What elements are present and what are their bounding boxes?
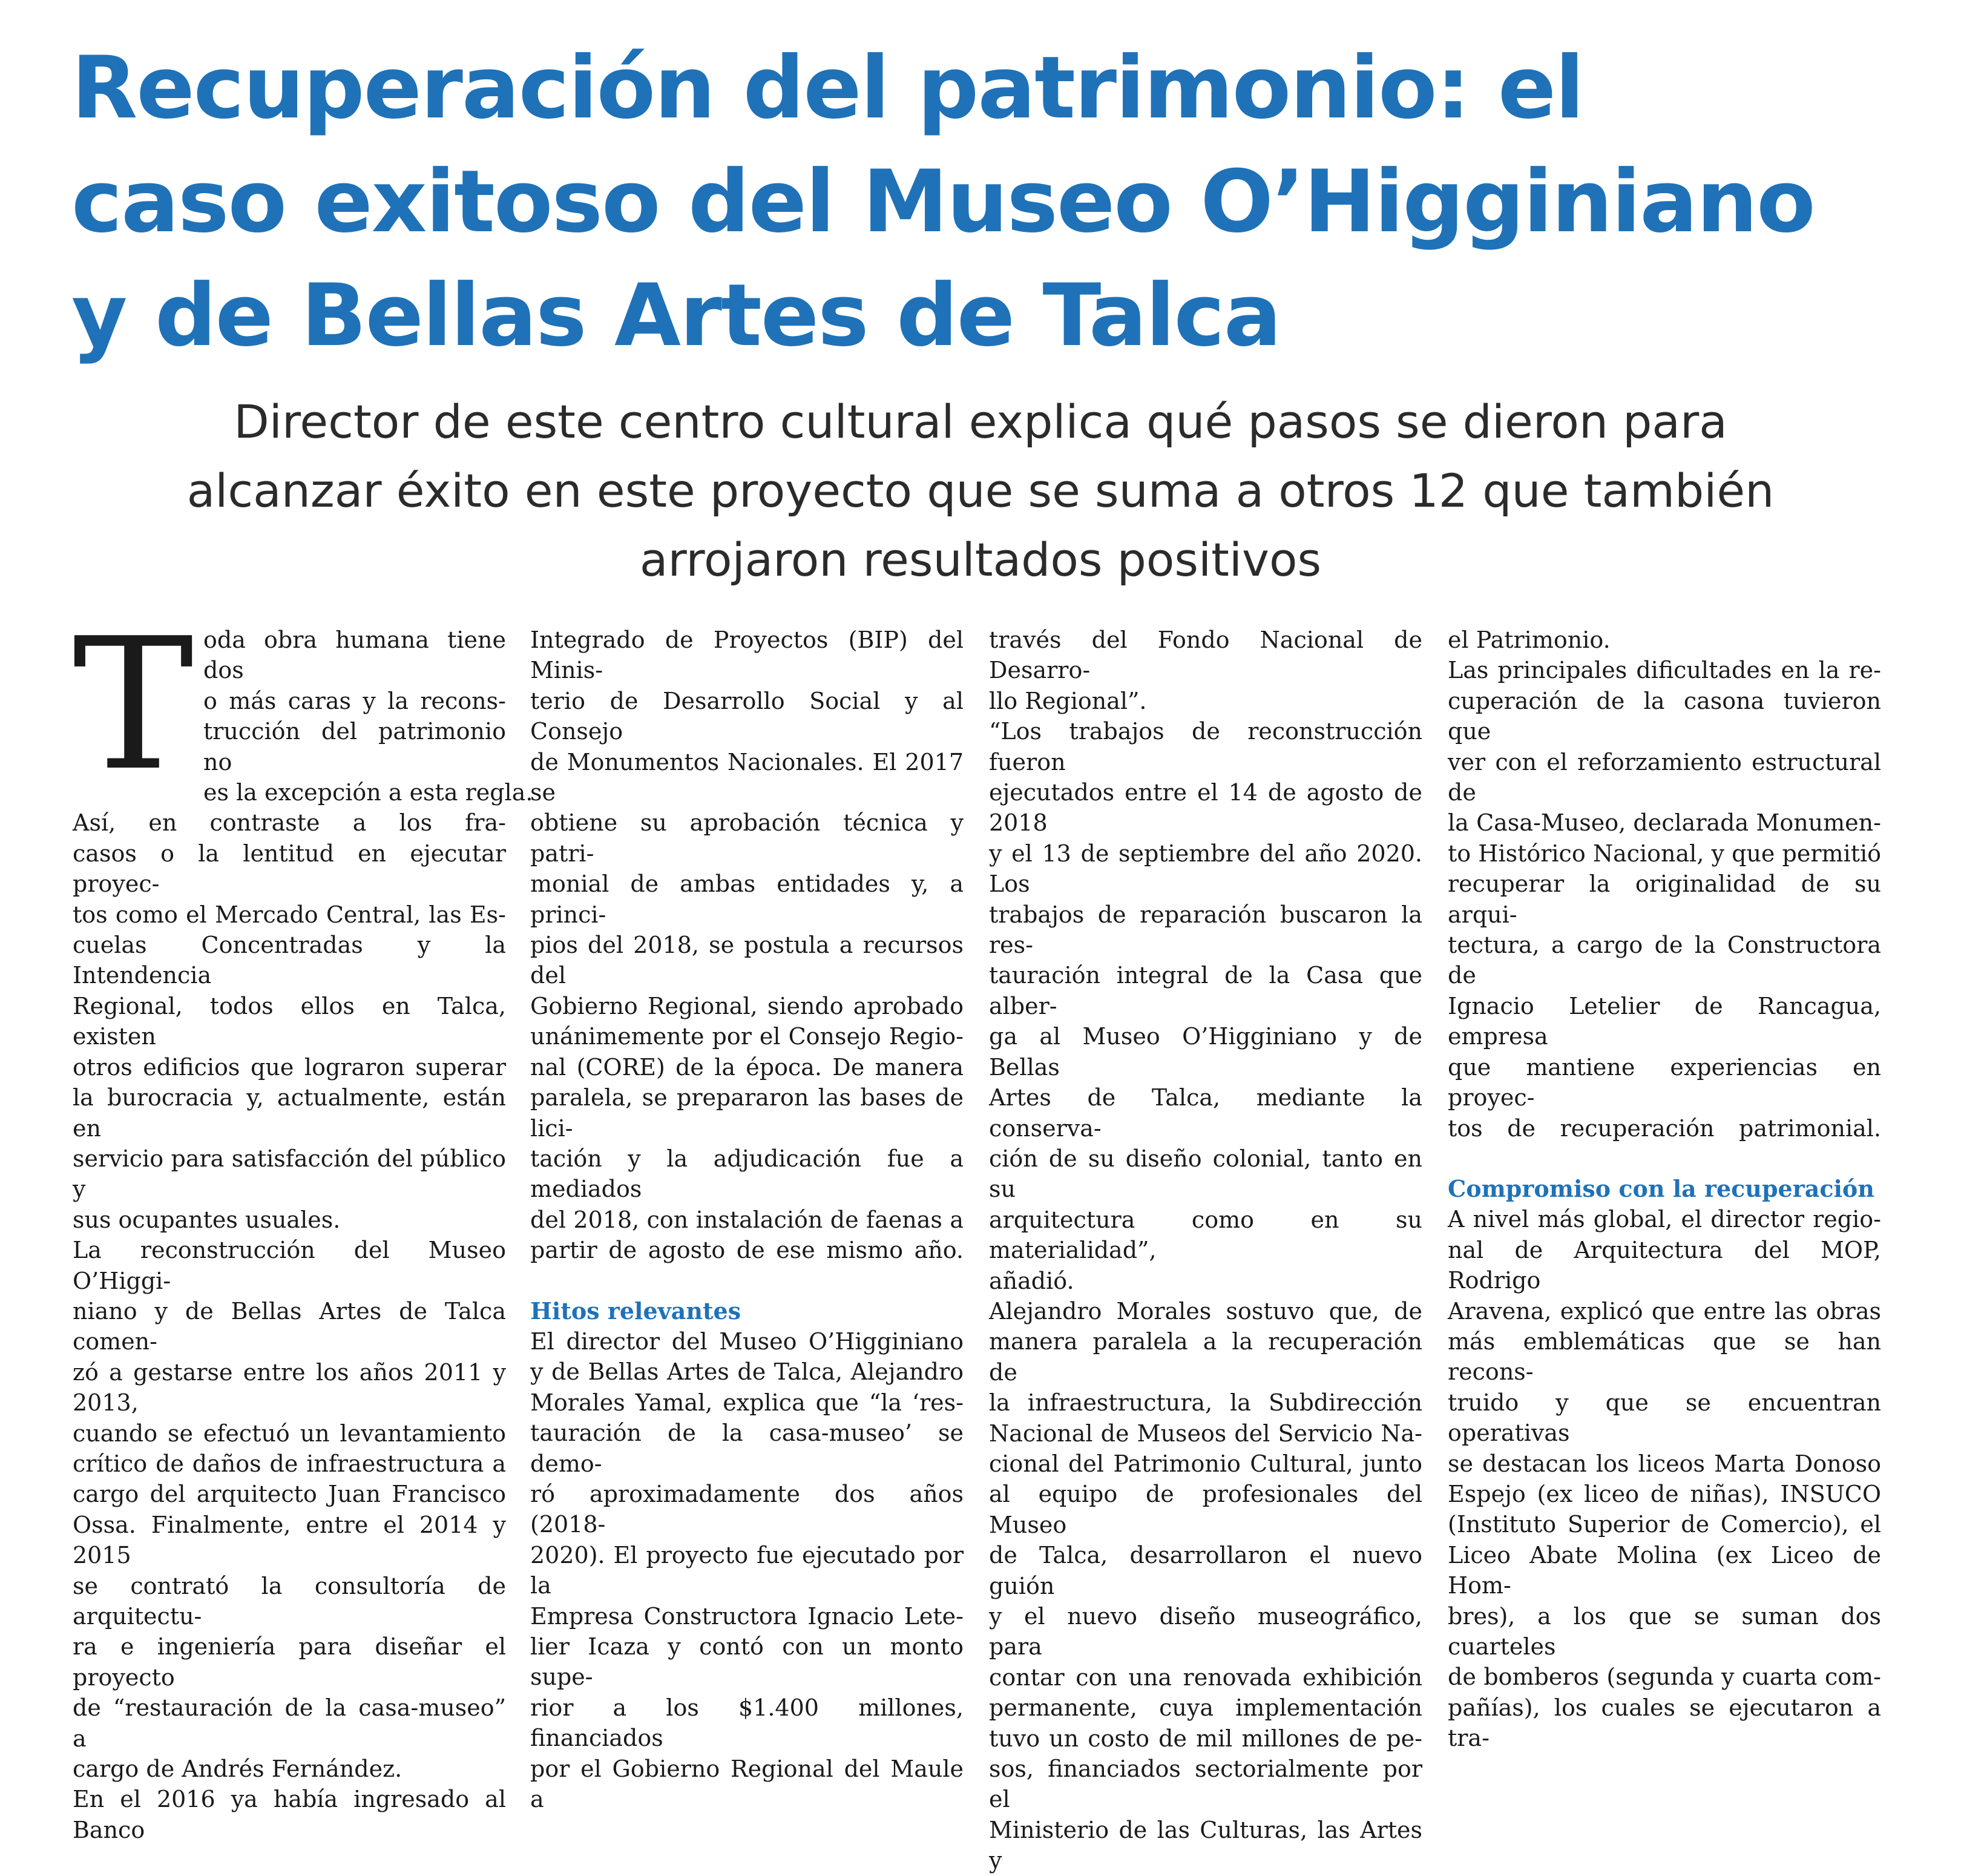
section-subhead-hitos: Hitos relevantes	[530, 1297, 741, 1325]
text-line: monial de ambas entidades y, a princi-	[530, 871, 964, 928]
text-line: Gobierno Regional, siendo aprobado	[530, 992, 964, 1019]
text-line: tauración integral de la Casa que alber-	[989, 962, 1422, 1019]
text-line: al equipo de profesionales del Museo	[989, 1481, 1422, 1538]
deck-line: alcanzar éxito en este proyecto que se suma a otros 12 que también	[186, 464, 1775, 518]
text-line: truido y que se encuentran operativas	[1448, 1389, 1881, 1447]
text-line: de “restauración de la casa-museo” a	[73, 1694, 506, 1752]
text-line: oda obra humana tiene dos	[203, 627, 506, 684]
text-line: es la excepción a esta regla.	[203, 779, 533, 806]
text-line: paralela, se prepararon las bases de lici-	[530, 1084, 964, 1142]
headline	[71, 31, 1923, 373]
text-line: la burocracia y, actualmente, están en	[73, 1084, 506, 1142]
text-line: llo Regional”.	[989, 687, 1147, 714]
text-line: ga al Museo O’Higginiano y de Bellas	[989, 1023, 1422, 1081]
text-line: Artes de Talca, mediante la conserva-	[989, 1084, 1422, 1142]
text-line: sos, financiados sectorialmente por el	[989, 1756, 1422, 1813]
column-body	[530, 625, 964, 1266]
text-line: pañías), los cuales se ejecutaron a tra-	[1448, 1694, 1881, 1752]
section-subhead-compromiso: Compromiso con la recuperación	[1448, 1174, 1874, 1202]
text-line: recuperar la originalidad de su arqui-	[1448, 871, 1881, 928]
text-line: Ignacio Letelier de Rancagua, empresa	[1448, 992, 1881, 1050]
article-column-2	[530, 625, 964, 1813]
text-line: la infraestructura, la Subdirección	[989, 1389, 1422, 1417]
deck-line: arrojaron resultados positivos	[639, 533, 1322, 587]
text-line: cuperación de la casona tuvieron que	[1448, 687, 1881, 745]
text-line: nal (CORE) de la época. De manera	[530, 1053, 964, 1081]
text-line: del 2018, con instalación de faenas a	[530, 1206, 964, 1233]
text-line: tauración de la casa-museo’ se demo-	[530, 1420, 964, 1477]
text-line: contar con una renovada exhibición	[989, 1664, 1422, 1691]
text-line: Liceo Abate Molina (ex Liceo de Hom-	[1448, 1541, 1881, 1599]
text-line: pios del 2018, se postula a recursos del	[530, 932, 964, 989]
text-line: través del Fondo Nacional de Desarro-	[989, 627, 1422, 684]
text-line: terio de Desarrollo Social y al Consejo	[530, 687, 964, 745]
text-line: Regional, todos ellos en Talca, existen	[73, 992, 506, 1050]
text-line: tuvo un costo de mil millones de pe-	[989, 1725, 1422, 1752]
text-line: Las principales dificultades en la re-	[1448, 657, 1881, 684]
text-line: se destacan los liceos Marta Donoso	[1448, 1450, 1881, 1477]
deck-line: Director de este centro cultural explica qué pasos se dieron para	[234, 395, 1727, 449]
text-line: Nacional de Museos del Servicio Na-	[989, 1420, 1422, 1447]
text-line: añadió.	[989, 1267, 1074, 1294]
text-line: unánimemente por el Consejo Regio-	[530, 1023, 964, 1050]
text-line: Ministerio de las Culturas, las Artes y	[989, 1816, 1422, 1874]
article-column-3	[989, 625, 1422, 1874]
text-line: de bomberos (segunda y cuarta com-	[1448, 1664, 1881, 1691]
text-line: cargo de Andrés Fernández.	[73, 1756, 402, 1783]
text-line: Morales Yamal, explica que “la ‘res-	[530, 1389, 964, 1416]
text-line: tos de recuperación patrimonial.	[1448, 1114, 1881, 1142]
text-line: otros edificios que lograron superar	[73, 1053, 506, 1081]
text-line: nal de Arquitectura del MOP, Rodrigo	[1448, 1236, 1881, 1294]
text-line: ción de su diseño colonial, tanto en su	[989, 1145, 1422, 1203]
text-line: lier Icaza y contó con un monto supe-	[530, 1633, 964, 1691]
text-line: Espejo (ex liceo de niñas), INSUCO	[1448, 1480, 1881, 1507]
text-line: trucción del patrimonio no	[203, 718, 506, 775]
text-line: cargo del arquitecto Juan Francisco	[73, 1481, 506, 1508]
text-line: 2020). El proyecto fue ejecutado por la	[530, 1541, 964, 1599]
text-line: o más caras y la recons-	[203, 687, 506, 714]
text-line: trabajos de reparación buscaron la res-	[989, 901, 1422, 959]
text-line: cuelas Concentradas y la Intendencia	[73, 932, 506, 989]
text-line: tectura, a cargo de la Constructora de	[1448, 932, 1881, 989]
text-line: Así, en contraste a los fra-	[73, 809, 506, 837]
text-line: En el 2016 ya había ingresado al Banco	[73, 1786, 506, 1843]
text-line: crítico de daños de infraestructura a	[73, 1450, 506, 1477]
text-line: y de Bellas Artes de Talca, Alejandro	[530, 1358, 964, 1386]
text-line: Alejandro Morales sostuvo que, de	[989, 1297, 1422, 1325]
text-line: bres), a los que se suman dos cuarteles	[1448, 1602, 1881, 1660]
text-line: cional del Patrimonio Cultural, junto	[989, 1450, 1422, 1477]
text-line: rior a los $1.400 millones, financiados	[530, 1694, 964, 1752]
text-line: el Patrimonio.	[1448, 627, 1611, 653]
article-column-4	[1448, 625, 1881, 1752]
text-line: A nivel más global, el director regio-	[1448, 1206, 1881, 1233]
text-line: sus ocupantes usuales.	[73, 1206, 341, 1233]
column-body	[989, 625, 1422, 1876]
text-line: to Histórico Nacional, y que permitió	[1448, 840, 1881, 867]
text-line: Empresa Constructora Ignacio Lete-	[530, 1602, 964, 1630]
text-line: que mantiene experiencias en proyec-	[1448, 1053, 1881, 1111]
text-line: ró aproximadamente dos años (2018-	[530, 1480, 964, 1538]
text-line: El director del Museo O’Higginiano	[530, 1328, 964, 1355]
text-line: zó a gestarse entre los años 2011 y 2013,	[73, 1358, 506, 1417]
drop-cap: T	[73, 599, 194, 811]
text-line: servicio para satisfacción del público y	[73, 1145, 506, 1203]
text-line: cuando se efectuó un levantamiento	[73, 1420, 506, 1447]
text-line: permanente, cuya implementación	[989, 1694, 1422, 1722]
text-line: “Los trabajos de reconstrucción fueron	[989, 718, 1422, 775]
text-line: (Instituto Superior de Comercio), el	[1448, 1511, 1881, 1538]
text-line: casos o la lentitud en ejecutar proyec-	[73, 840, 506, 898]
column-body	[530, 1326, 964, 1815]
deck-subtitle	[61, 387, 1900, 594]
text-line: se contrató la consultoría de arquitectu-	[73, 1572, 506, 1630]
text-line: manera paralela a la recuperación de	[989, 1328, 1422, 1386]
text-line: tación y la adjudicación fue a mediados	[530, 1145, 964, 1203]
text-line: niano y de Bellas Artes de Talca comen-	[73, 1297, 506, 1355]
text-line: Ossa. Finalmente, entre el 2014 y 2015	[73, 1511, 506, 1569]
text-line: Integrado de Proyectos (BIP) del Minis-	[530, 627, 964, 684]
text-line: por el Gobierno Regional del Maule a	[530, 1755, 964, 1813]
text-line: ejecutados entre el 14 de agosto de 2018	[989, 779, 1422, 837]
text-line: y el nuevo diseño museográfico, para	[989, 1603, 1422, 1660]
text-line: obtiene su aprobación técnica y patri-	[530, 809, 964, 867]
article-column-1	[73, 599, 533, 1843]
text-line: La reconstrucción del Museo O’Higgi-	[73, 1237, 506, 1294]
text-line: de Talca, desarrollaron el nuevo guión	[989, 1542, 1422, 1599]
text-line: arquitectura como en su materialidad”,	[989, 1206, 1422, 1264]
text-line: de Monumentos Nacionales. El 2017 se	[530, 748, 964, 806]
text-line: ver con el reforzamiento estructural de	[1448, 748, 1881, 806]
text-line: tos como el Mercado Central, las Es-	[73, 901, 506, 928]
text-line: Aravena, explicó que entre las obras	[1448, 1297, 1881, 1325]
text-line: y el 13 de septiembre del año 2020. Los	[989, 840, 1422, 898]
text-line: más emblemáticas que se han recons-	[1448, 1328, 1881, 1386]
headline-line: Recuperación del patrimonio: el	[71, 38, 1583, 138]
text-line: ra e ingeniería para diseñar el proyecto	[73, 1633, 506, 1691]
text-line: partir de agosto de ese mismo año.	[530, 1237, 964, 1264]
headline-line: y de Bellas Artes de Talca	[71, 266, 1281, 366]
text-line: la Casa-Museo, declarada Monumen-	[1448, 809, 1881, 837]
column-body	[1448, 1204, 1881, 1753]
column-body	[1448, 625, 1881, 1144]
headline-line: caso exitoso del Museo O’Higginiano	[71, 152, 1815, 252]
